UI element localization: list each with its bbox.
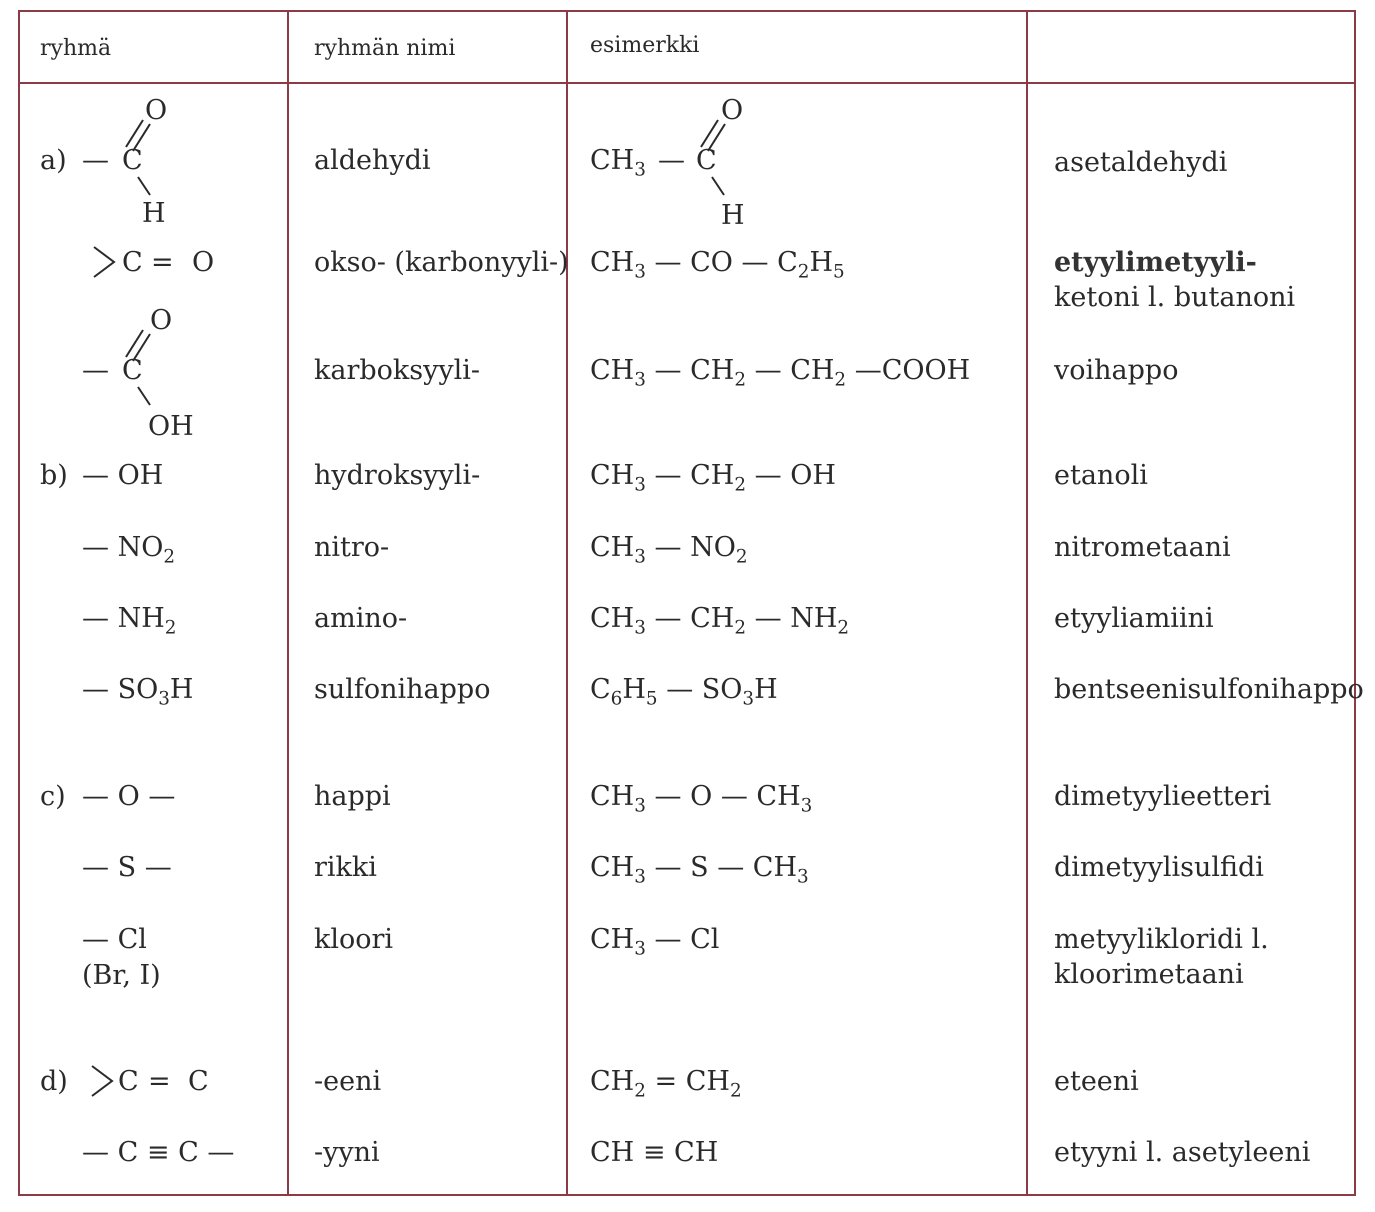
section-marker-a: a) [40, 145, 67, 176]
yne-group: — C ≡ C — [82, 1137, 235, 1168]
amino-name: amino- [314, 603, 408, 634]
yne-compound: etyyni l. asetyleeni [1054, 1137, 1311, 1168]
oxo-name: okso- (karbonyyli-) [314, 247, 569, 278]
header-divider [18, 82, 1356, 84]
yne-example: CH ≡ CH [590, 1137, 719, 1168]
carboxyl-compound: voihappo [1054, 355, 1179, 386]
oxygen-group: — O — [82, 781, 176, 812]
carboxyl-name: karboksyyli- [314, 355, 481, 386]
header-example: esimerkki [590, 33, 700, 58]
ene-example: $CH_2 = CH_2$ [590, 1066, 742, 1102]
column-divider-2 [566, 10, 568, 1196]
section-marker-d: d) [40, 1066, 68, 1097]
chloro-name: kloori [314, 924, 394, 955]
sulfur-name: rikki [314, 852, 377, 883]
ene-name: -eeni [314, 1066, 382, 1097]
header-group: ryhmä [40, 36, 112, 61]
sulfo-example: $C_6H_5$ — $SO_3H$ [590, 674, 778, 710]
chloro-compound-line2: kloorimetaani [1054, 959, 1244, 990]
oxygen-compound: dimetyylieetteri [1054, 781, 1272, 812]
nitro-example: $CH_3$ — $NO_2$ [590, 532, 748, 568]
amino-group: — $NH_2$ [82, 603, 177, 639]
sulfur-example: $CH_3$ — S — $CH_3$ [590, 852, 809, 888]
column-divider-3 [1026, 10, 1028, 1196]
oxygen-example: $CH_3$ — O — $CH_3$ [590, 781, 813, 817]
section-marker-c: c) [40, 781, 66, 812]
hydroxyl-name: hydroksyyli- [314, 460, 481, 491]
section-marker-b: b) [40, 460, 68, 491]
oxo-example: $CH_3$ — CO — $C_2H_5$ [590, 247, 845, 283]
hydroxyl-example: $CH_3$ — $CH_2$ — OH [590, 460, 836, 496]
hydroxyl-compound: etanoli [1054, 460, 1148, 491]
hydroxyl-group: — OH [82, 460, 164, 491]
chloro-group-note: (Br, I) [82, 960, 161, 991]
ene-compound: eteeni [1054, 1066, 1139, 1097]
header-group-name: ryhmän nimi [314, 36, 456, 61]
column-divider-1 [287, 10, 289, 1196]
oxo-compound-line1: etyylimetyyli- [1054, 247, 1257, 278]
sulfo-compound: bentseenisulfonihappo [1054, 674, 1364, 705]
sulfo-name: sulfonihappo [314, 674, 491, 705]
chloro-compound-line1: metyylikloridi l. [1054, 924, 1269, 955]
sulfo-group: — $SO_3H$ [82, 674, 194, 710]
aldehyde-name: aldehydi [314, 145, 431, 176]
nitro-compound: nitrometaani [1054, 532, 1231, 563]
amino-compound: etyyliamiini [1054, 603, 1214, 634]
chloro-group: — Cl [82, 924, 147, 955]
chloro-example: $CH_3$ — Cl [590, 924, 720, 960]
aldehyde-compound: asetaldehydi [1054, 147, 1228, 178]
yne-name: -yyni [314, 1137, 380, 1168]
carboxyl-example: $CH_3$ — $CH_2$ — $CH_2$ —COOH [590, 355, 971, 391]
oxygen-name: happi [314, 781, 391, 812]
amino-example: $CH_3$ — $CH_2$ — $NH_2$ [590, 603, 850, 639]
sulfur-group: — S — [82, 852, 172, 883]
oxo-compound-line2: ketoni l. butanoni [1054, 282, 1296, 313]
nitro-group: — $NO_2$ [82, 532, 176, 568]
nitro-name: nitro- [314, 532, 390, 563]
sulfur-compound: dimetyylisulfidi [1054, 852, 1264, 883]
